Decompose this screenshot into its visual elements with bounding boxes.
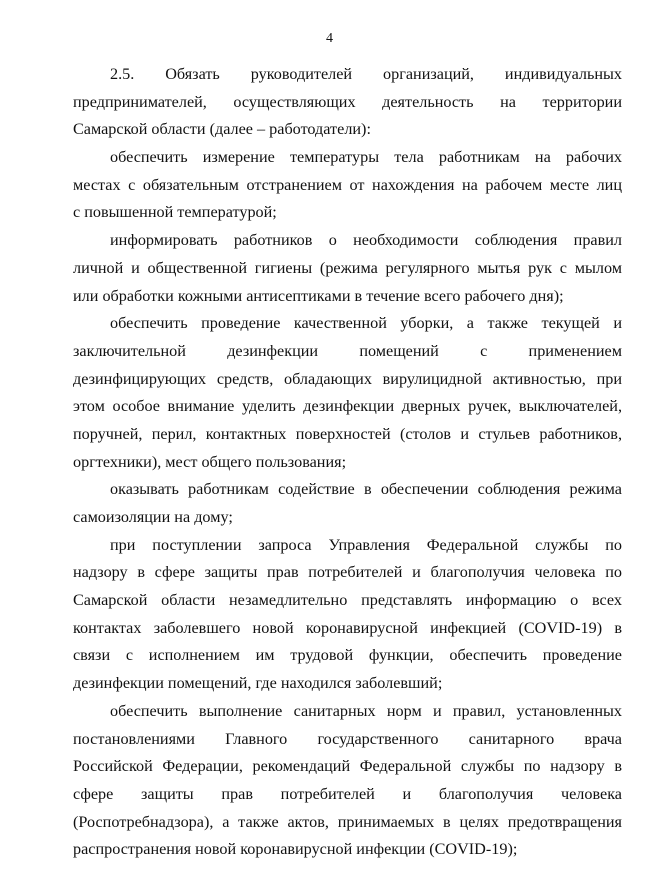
text-line: этом особое внимание уделить дезинфекции дверных ручек, выключателей,	[73, 397, 622, 416]
document-body	[73, 61, 622, 864]
paragraph	[73, 476, 622, 531]
text-line: сфере защиты прав потребителей и благополучия человека	[73, 784, 622, 803]
text-line: 2.5. Обязать руководителей организаций, индивидуальных	[110, 65, 622, 83]
text-line: дезинфицирующих средств, обладающих вирулицидной активностью, при	[73, 369, 622, 388]
text-line: личной и общественной гигиены (режима регулярного мытья рук с мылом	[73, 258, 622, 277]
text-line: распространения новой коронавирусной инфекции (COVID-19);	[73, 840, 518, 859]
paragraph	[73, 227, 622, 310]
paragraph	[73, 61, 622, 144]
paragraph	[73, 698, 622, 864]
text-line: контактах заболевшего новой коронавирусной инфекцией (COVID-19) в	[73, 618, 622, 637]
text-line: обеспечить проведение качественной уборки, а также текущей и	[110, 314, 622, 333]
text-line: обеспечить выполнение санитарных норм и правил, установленных	[110, 701, 622, 720]
text-line: местах с обязательным отстранением от нахождения на рабочем месте лиц	[73, 175, 622, 194]
text-line: постановлениями Главного государственного санитарного врача	[73, 729, 622, 748]
text-line: предпринимателей, осуществляющих деятельность на территории	[73, 92, 622, 111]
text-line: надзору в сфере защиты прав потребителей и благополучия человека по	[73, 563, 622, 582]
page-number: 4	[326, 31, 333, 46]
text-line: Самарской области (далее – работодатели):	[73, 120, 371, 139]
text-line: связи с исполнением им трудовой функции, обеспечить проведение	[73, 646, 622, 665]
text-line: оказывать работникам содействие в обеспечении соблюдения режима	[110, 480, 622, 499]
text-line: поручней, перил, контактных поверхностей (столов и стульев работников,	[73, 424, 622, 443]
text-line: информировать работников о необходимости соблюдения правил	[110, 231, 622, 250]
paragraph	[73, 532, 622, 698]
text-line: заключительной дезинфекции помещений с применением	[73, 341, 622, 360]
text-line: при поступлении запроса Управления Федеральной службы по	[110, 535, 622, 554]
text-line: оргтехники), мест общего пользования;	[73, 452, 347, 471]
text-line: Российской Федерации, рекомендаций Федеральной службы по надзору в	[73, 757, 622, 776]
text-line: самоизоляции на дому;	[73, 508, 233, 526]
text-line: (Роспотребнадзора), а также актов, принимаемых в целях предотвращения	[73, 812, 622, 831]
text-line: Самарской области незамедлительно представлять информацию о всех	[73, 591, 622, 610]
text-line: дезинфекции помещений, где находился заболевший;	[73, 674, 443, 693]
text-line: или обработки кожными антисептиками в течение всего рабочего дня);	[73, 286, 564, 305]
paragraph	[73, 144, 622, 227]
paragraph	[73, 310, 622, 476]
text-line: с повышенной температурой;	[73, 203, 277, 222]
text-line: обеспечить измерение температуры тела работникам на рабочих	[110, 148, 622, 167]
